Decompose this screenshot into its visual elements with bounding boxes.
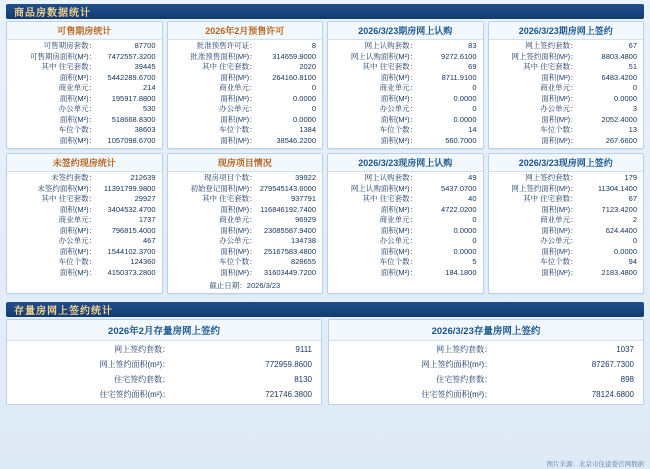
row-value: 8 bbox=[311, 41, 316, 50]
row-value: 7123.4200 bbox=[601, 204, 637, 214]
row-value: 51 bbox=[628, 62, 637, 71]
row-value: 0.0000 bbox=[614, 246, 637, 256]
row-label: 面积(M²)： bbox=[380, 246, 418, 256]
row-label: 面积(M²)： bbox=[220, 267, 257, 277]
row-label: 住宅签约面积(m²)： bbox=[99, 390, 171, 399]
row-value: 0.0000 bbox=[453, 225, 477, 235]
row-label: 其中 住宅套数： bbox=[523, 194, 578, 203]
row-value: 94 bbox=[628, 257, 637, 266]
row-label: 可售期房套数： bbox=[43, 41, 97, 50]
row-value: 11304.1400 bbox=[597, 183, 637, 193]
card-title: 2026/3/23期房网上认购 bbox=[328, 22, 483, 40]
row-value: 8130 bbox=[294, 375, 312, 384]
row-value: 134738 bbox=[290, 236, 316, 245]
card-existing-online-contract bbox=[488, 153, 645, 294]
row-value: 530 bbox=[142, 104, 156, 113]
row-label: 商业单元： bbox=[219, 83, 257, 92]
row-value: 1737 bbox=[138, 215, 156, 224]
row-label: 其中 住宅套数： bbox=[362, 62, 418, 71]
row-label: 面积(M²)： bbox=[220, 114, 257, 124]
row-label: 办公单元： bbox=[58, 236, 97, 245]
row-value: 1544102.3700 bbox=[107, 246, 156, 256]
row-label: 商业单元： bbox=[379, 215, 418, 224]
cards-row-2 bbox=[0, 153, 650, 294]
row-value: 31603449.7200 bbox=[263, 267, 316, 277]
row-value: 796815.4000 bbox=[111, 225, 156, 235]
row-value: 179 bbox=[624, 173, 637, 182]
row-value: 40 bbox=[468, 194, 477, 203]
row-label: 办公单元： bbox=[540, 104, 578, 113]
dashboard-page bbox=[0, 4, 650, 469]
row-label: 面积(M²)： bbox=[59, 225, 97, 235]
row-label: 面积(M²)： bbox=[220, 246, 257, 256]
row-label: 办公单元： bbox=[219, 104, 257, 113]
row-value: 23085587.9400 bbox=[263, 225, 316, 235]
row-label: 网上签约套数： bbox=[525, 41, 578, 50]
row-value: 0.0000 bbox=[453, 246, 477, 256]
card-stock-contract-day bbox=[328, 319, 644, 405]
row-label: 面积(M²)： bbox=[380, 114, 418, 124]
row-value: 1384 bbox=[299, 125, 316, 134]
row-value: 67 bbox=[628, 194, 637, 203]
row-value: 0.0000 bbox=[453, 93, 477, 103]
row-value: 2 bbox=[632, 215, 637, 224]
row-value: 38546.2200 bbox=[276, 135, 316, 145]
row-value: 5 bbox=[472, 257, 477, 266]
row-label: 面积(M²)： bbox=[541, 225, 578, 235]
row-label: 网上认购套数： bbox=[364, 173, 418, 182]
card-rows bbox=[328, 172, 483, 280]
row-value: 7472557.3200 bbox=[107, 51, 156, 61]
row-label: 住宅签约面积(m²)： bbox=[421, 390, 493, 399]
row-label: 车位个数： bbox=[379, 257, 418, 266]
row-label: 住宅签约套数： bbox=[436, 375, 493, 384]
row-value: 8711.9100 bbox=[441, 72, 477, 82]
card-rows bbox=[7, 40, 162, 148]
row-value: 267.6600 bbox=[605, 135, 637, 145]
row-value: 1057098.6700 bbox=[107, 135, 156, 145]
row-value: 13 bbox=[628, 125, 637, 134]
card-unsigned-existing-stats bbox=[6, 153, 163, 294]
card-rows bbox=[168, 172, 323, 293]
row-value: 0.0000 bbox=[453, 114, 477, 124]
row-value: 116846192.7400 bbox=[260, 204, 316, 214]
cards-row-3 bbox=[0, 319, 650, 405]
card-presale-online-subscription bbox=[327, 21, 484, 149]
row-value: 2183.4800 bbox=[601, 267, 637, 277]
row-label: 网上签约面积(M²)： bbox=[511, 183, 578, 193]
card-existing-online-subscription bbox=[327, 153, 484, 294]
section-title-newbuild: 商品房数据统计 bbox=[14, 8, 91, 19]
row-label: 网上签约面积(m²)： bbox=[99, 360, 171, 369]
card-rows bbox=[7, 341, 321, 404]
row-label: 其中 住宅套数： bbox=[202, 194, 257, 203]
row-value: 0 bbox=[472, 104, 477, 113]
row-label: 面积(M²)： bbox=[220, 204, 257, 214]
card-title: 2026年2月预售许可 bbox=[168, 22, 323, 40]
row-value: 518668.8300 bbox=[111, 114, 156, 124]
row-label: 其中 住宅套数： bbox=[41, 62, 97, 71]
row-label: 面积(M²)： bbox=[541, 93, 578, 103]
card-title: 2026/3/23现房网上签约 bbox=[489, 154, 644, 172]
card-existing-project-overview bbox=[167, 153, 324, 294]
row-value: 214 bbox=[142, 83, 156, 92]
row-value: 96929 bbox=[295, 215, 316, 224]
card-rows bbox=[328, 40, 483, 148]
row-value: 6483.4200 bbox=[601, 72, 637, 82]
row-value: 69 bbox=[468, 62, 477, 71]
row-value: 14 bbox=[468, 125, 477, 134]
row-label: 其中 住宅套数： bbox=[41, 194, 97, 203]
row-value: 39922 bbox=[295, 173, 316, 182]
row-value: 0 bbox=[311, 104, 316, 113]
row-label: 面积(M²)： bbox=[541, 135, 578, 145]
row-value: 25167583.4800 bbox=[263, 246, 316, 256]
cards-row-1 bbox=[0, 21, 650, 149]
row-value: 39445 bbox=[134, 62, 156, 71]
image-source-footer: 图片来源：北京市住建委官网数据 bbox=[546, 461, 644, 468]
row-label: 面积(M²)： bbox=[380, 204, 418, 214]
row-label: 其中 住宅套数： bbox=[362, 194, 418, 203]
row-value: 78124.6800 bbox=[591, 390, 634, 399]
row-value: 0.0000 bbox=[293, 114, 316, 124]
section-title-stock: 存量房网上签约统计 bbox=[14, 306, 113, 317]
row-label: 其中 住宅套数： bbox=[523, 62, 578, 71]
row-value: 212639 bbox=[130, 173, 156, 182]
row-label: 办公单元： bbox=[379, 236, 418, 245]
row-value: 721746.3800 bbox=[265, 390, 312, 399]
row-label: 商业单元： bbox=[58, 215, 97, 224]
card-presale-online-contract bbox=[488, 21, 645, 149]
row-value: 2052.4000 bbox=[601, 114, 637, 124]
row-label: 面积(M²)： bbox=[59, 267, 97, 277]
row-value: 0 bbox=[311, 83, 316, 92]
row-label: 网上签约面积(M²)： bbox=[511, 51, 578, 61]
row-label: 车位个数： bbox=[379, 125, 418, 134]
row-value: 828655 bbox=[290, 257, 316, 266]
row-value: 3404532.4700 bbox=[107, 204, 156, 214]
row-label: 面积(M²)： bbox=[59, 72, 97, 82]
row-value: 83 bbox=[468, 41, 477, 50]
row-label: 面积(M²)： bbox=[380, 72, 418, 82]
row-value: 11391799.9800 bbox=[103, 183, 156, 193]
row-value: 4722.0200 bbox=[441, 204, 477, 214]
row-label: 商业单元： bbox=[540, 215, 578, 224]
row-value: 4150373.2800 bbox=[107, 267, 156, 277]
row-label: 其中 住宅套数： bbox=[202, 62, 257, 71]
row-value: 2020 bbox=[299, 62, 316, 71]
row-value: 49 bbox=[468, 173, 477, 182]
section-header-stock bbox=[6, 302, 644, 317]
row-label: 面积(M²)： bbox=[220, 135, 257, 145]
row-label: 车位个数： bbox=[540, 257, 578, 266]
row-label: 面积(M²)： bbox=[541, 204, 578, 214]
row-label: 面积(M²)： bbox=[220, 72, 257, 82]
row-label: 商业单元： bbox=[219, 215, 257, 224]
row-label: 面积(M²)： bbox=[541, 72, 578, 82]
row-value: 29927 bbox=[134, 194, 156, 203]
row-label: 网上认购面积(M²)： bbox=[350, 183, 418, 193]
card-rows bbox=[489, 40, 644, 148]
card-title: 未签约现房统计 bbox=[7, 154, 162, 172]
row-value: 38603 bbox=[134, 125, 156, 134]
card-title: 2026/3/23期房网上签约 bbox=[489, 22, 644, 40]
row-value: 184.1800 bbox=[445, 267, 477, 277]
row-label: 可售期房面积(M²)： bbox=[29, 51, 97, 61]
card-title: 2026/3/23存量房网上签约 bbox=[329, 320, 643, 341]
row-value: 0 bbox=[632, 236, 637, 245]
row-label: 面积(M²)： bbox=[59, 246, 97, 256]
card-presale-permit-feb bbox=[167, 21, 324, 149]
row-label: 现房项目个数： bbox=[204, 173, 257, 182]
row-label: 办公单元： bbox=[219, 236, 257, 245]
row-label: 面积(M²)： bbox=[380, 135, 418, 145]
row-label: 面积(M²)： bbox=[380, 267, 418, 277]
row-value: 314659.9000 bbox=[272, 51, 316, 61]
row-value: 87267.7300 bbox=[591, 360, 634, 369]
row-value: 5442289.6700 bbox=[107, 72, 156, 82]
row-value: 264160.8100 bbox=[272, 72, 316, 82]
card-title: 2026/3/23现房网上认购 bbox=[328, 154, 483, 172]
row-label: 未签约套数： bbox=[51, 173, 97, 182]
card-rows bbox=[168, 40, 323, 148]
card-title: 2026年2月存量房网上签约 bbox=[7, 320, 321, 341]
cutoff-date-note: 截止日期：2026/3/23 bbox=[209, 281, 281, 290]
row-label: 办公单元： bbox=[58, 104, 97, 113]
row-label: 车位个数： bbox=[58, 257, 97, 266]
row-label: 车位个数： bbox=[219, 257, 257, 266]
row-value: 937791 bbox=[290, 194, 316, 203]
row-value: 467 bbox=[142, 236, 156, 245]
row-label: 商业单元： bbox=[58, 83, 97, 92]
card-available-presale-stats bbox=[6, 21, 163, 149]
card-rows bbox=[489, 172, 644, 280]
row-value: 0 bbox=[472, 83, 477, 92]
row-value: 279545143.6000 bbox=[259, 183, 316, 193]
row-value: 0.0000 bbox=[293, 93, 316, 103]
row-label: 面积(M²)： bbox=[220, 225, 257, 235]
row-label: 车位个数： bbox=[58, 125, 97, 134]
row-label: 批准预售许可证： bbox=[196, 41, 257, 50]
row-label: 面积(M²)： bbox=[59, 114, 97, 124]
row-label: 初始登记面积(M²)： bbox=[190, 183, 257, 193]
row-label: 商业单元： bbox=[540, 83, 578, 92]
row-label: 面积(M²)： bbox=[220, 93, 257, 103]
row-label: 面积(M²)： bbox=[541, 246, 578, 256]
section-header-newbuild bbox=[6, 4, 644, 19]
row-label: 网上签约面积(m²)： bbox=[421, 360, 493, 369]
row-label: 面积(M²)： bbox=[380, 93, 418, 103]
row-value: 195917.8800 bbox=[111, 93, 156, 103]
row-value: 1037 bbox=[616, 345, 634, 354]
row-label: 办公单元： bbox=[540, 236, 578, 245]
row-label: 住宅签约套数： bbox=[114, 375, 171, 384]
row-value: 0 bbox=[632, 83, 637, 92]
row-label: 面积(M²)： bbox=[59, 135, 97, 145]
row-label: 网上认购套数： bbox=[364, 41, 418, 50]
row-label: 面积(M²)： bbox=[541, 114, 578, 124]
row-label: 商业单元： bbox=[379, 83, 418, 92]
row-label: 网上签约套数： bbox=[436, 345, 493, 354]
row-value: 3 bbox=[632, 104, 637, 113]
card-stock-contract-feb bbox=[6, 319, 322, 405]
row-label: 车位个数： bbox=[540, 125, 578, 134]
row-label: 面积(M²)： bbox=[59, 204, 97, 214]
card-title: 现房项目情况 bbox=[168, 154, 323, 172]
card-rows bbox=[329, 341, 643, 404]
row-label: 面积(M²)： bbox=[380, 225, 418, 235]
row-value: 124360 bbox=[130, 257, 156, 266]
row-label: 网上认购面积(M²)： bbox=[350, 51, 418, 61]
row-value: 0 bbox=[472, 236, 477, 245]
row-value: 898 bbox=[620, 375, 634, 384]
row-label: 网上签约套数： bbox=[525, 173, 578, 182]
row-value: 8803.4800 bbox=[601, 51, 637, 61]
row-value: 67 bbox=[628, 41, 637, 50]
row-value: 9272.6100 bbox=[441, 51, 477, 61]
row-label: 车位个数： bbox=[219, 125, 257, 134]
row-value: 624.4400 bbox=[605, 225, 637, 235]
card-title: 可售期房统计 bbox=[7, 22, 162, 40]
row-label: 办公单元： bbox=[379, 104, 418, 113]
row-label: 面积(M²)： bbox=[59, 93, 97, 103]
row-value: 9111 bbox=[295, 345, 312, 354]
row-label: 面积(M²)： bbox=[541, 267, 578, 277]
card-rows bbox=[7, 172, 162, 280]
row-label: 网上签约套数： bbox=[114, 345, 171, 354]
row-value: 5437.0700 bbox=[441, 183, 477, 193]
row-label: 批准预售面积(M²)： bbox=[190, 51, 257, 61]
row-value: 772959.8600 bbox=[265, 360, 312, 369]
row-label: 未签约面积(M²)： bbox=[37, 183, 97, 193]
row-value: 0.0000 bbox=[614, 93, 637, 103]
row-value: 0 bbox=[472, 215, 477, 224]
row-value: 560.7000 bbox=[445, 135, 477, 145]
row-value: 87700 bbox=[134, 41, 156, 50]
